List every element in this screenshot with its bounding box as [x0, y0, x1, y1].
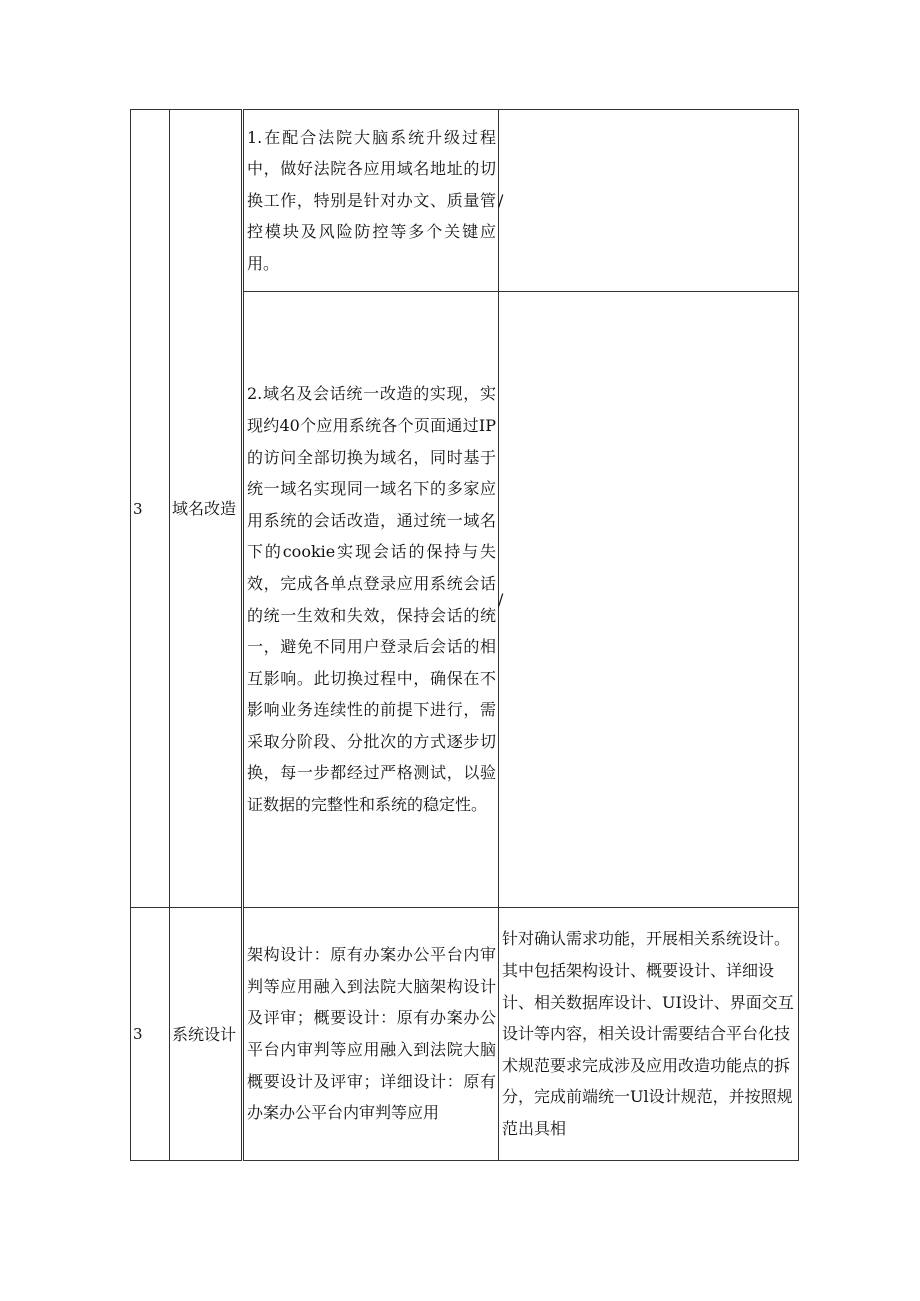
remark-cell: 针对确认需求功能，开展相关系统设计。其中包括架构设计、概要设计、详细设计、相关数据库设计、UI设计、界面交互设计等内容，相关设计需要结合平台化技术规范要求完成涉及应用改造功能点的拆分，完成前端统一Ul设计规范，并按照规范出具相 — [499, 908, 799, 1161]
remark-slash: / — [498, 190, 504, 210]
table-row — [131, 908, 799, 1161]
remark-slash: / — [498, 589, 504, 609]
item-name: 系统设计 — [170, 908, 243, 1161]
content-cell: 1.在配合法院大脑系统升级过程中，做好法院各应用域名地址的切换工作，特别是针对办文、质量管控模块及风险防控等多个关键应用。 — [243, 110, 499, 292]
content-cell: 2.域名及会话统一改造的实现，实现约40个应用系统各个页面通过IP的访问全部切换为域名，同时基于统一域名实现同一域名下的多家应用系统的会话改造，通过统一域名下的cookie实现会话的保持与失效，完成各单点登录应用系统会话的统一生效和失效，保持会话的统一，避免不同用户登录后会话的相互影响。此切换过程中，确保在不影响业务连续性的前提下进行，需采取分阶段、分批次的方式逐步切换，每一步都经过严格测试，以验证数据的完整性和系统的稳定性。 — [243, 292, 499, 908]
row-number: 3 — [131, 110, 170, 908]
item-name: 域名改造 — [170, 110, 243, 908]
remark-cell — [499, 292, 799, 908]
requirements-table — [130, 109, 799, 1161]
table-row — [131, 110, 799, 292]
remark-cell — [499, 110, 799, 292]
content-cell: 架构设计：原有办案办公平台内审判等应用融入到法院大脑架构设计及评审；概要设计：原有办案办公平台内审判等应用融入到法院大脑概要设计及评审；详细设计：原有办案办公平台内审判等应用 — [243, 908, 499, 1161]
row-number: 3 — [131, 908, 170, 1161]
